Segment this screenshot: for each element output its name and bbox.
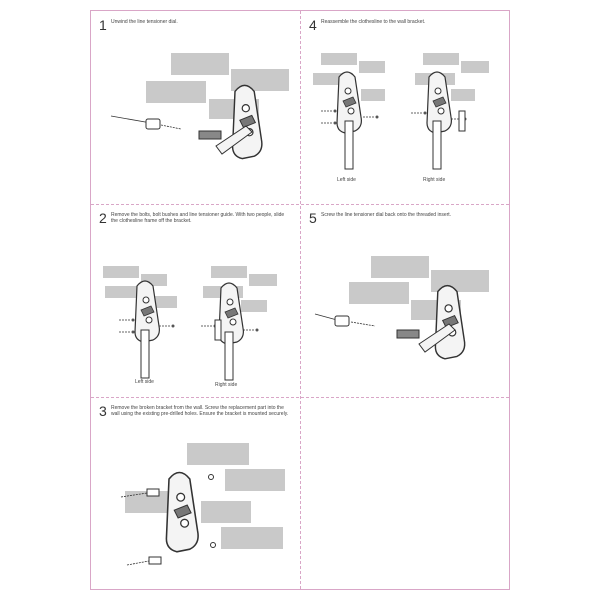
tensioner-dial <box>335 316 349 326</box>
step-5-illustration <box>301 234 511 394</box>
step-1-text: Unwind the line tensioner dial. <box>111 19 178 25</box>
tensioner-guide <box>459 111 465 131</box>
bolt-left-1 <box>321 110 337 113</box>
step-2-number: 2 <box>99 210 107 226</box>
instruction-sheet <box>90 10 510 590</box>
wall-bracket <box>435 286 464 359</box>
wall-bricks <box>349 256 489 320</box>
right-side-label: Right side <box>423 177 446 183</box>
bolt-left-2 <box>321 122 337 125</box>
replacement-bracket <box>166 473 198 552</box>
step-4-number: 4 <box>309 17 317 33</box>
left-side-label: Left side <box>135 379 154 385</box>
bolt-right-2 <box>243 329 259 332</box>
step-3-panel <box>91 397 301 590</box>
bolt-left-3 <box>363 116 379 119</box>
bolt-right-1 <box>201 325 217 328</box>
step-3-text: Remove the broken bracket from the wall. Screw the replacement part into the wall using the existing pre-drilled holes. Ensure the bracket is mounted securely. <box>111 405 289 417</box>
step-5-text: Screw the line tensioner dial back onto the threaded insert. <box>321 212 452 218</box>
threaded-insert <box>199 131 221 139</box>
frame-post-left <box>345 121 353 169</box>
step-2-illustration <box>91 234 301 394</box>
step-1-panel <box>91 11 301 204</box>
drill-hole-top <box>209 475 214 480</box>
wall-bricks-right <box>415 53 489 101</box>
left-side-label: Left side <box>337 177 356 183</box>
step-4-text: Reassemble the clothesline to the wall bracket. <box>321 19 426 25</box>
clothes-line <box>315 314 337 320</box>
bolt-right-1 <box>411 112 427 115</box>
step-3-illustration <box>91 427 301 587</box>
step-4-panel <box>301 11 511 204</box>
threaded-insert <box>397 330 419 338</box>
frame-post-right <box>433 121 441 169</box>
tensioner-guide <box>215 320 221 340</box>
step-3-number: 3 <box>99 403 107 419</box>
step-5-panel <box>301 204 511 397</box>
step-1-number: 1 <box>99 17 107 33</box>
bolt-left-3 <box>159 325 175 328</box>
bolt-left-2 <box>119 331 135 334</box>
step-5-number: 5 <box>309 210 317 226</box>
clothes-line <box>111 116 151 123</box>
screw-bottom <box>127 557 161 565</box>
step-2-text: Remove the bolts, bolt bushes and line tensioner guide. With two people, slide the clothesline frame off the bracket. <box>111 212 285 224</box>
step-1-illustration <box>91 41 301 201</box>
bolt-left-1 <box>119 319 135 322</box>
tensioner-dial <box>146 119 160 129</box>
step-4-illustration <box>301 41 511 201</box>
empty-panel <box>301 397 511 590</box>
drill-hole-bottom <box>211 543 216 548</box>
right-side-label: Right side <box>215 382 238 388</box>
frame-post-left <box>141 330 149 378</box>
wall-bricks <box>146 53 289 119</box>
step-2-panel <box>91 204 301 397</box>
frame-post-right <box>225 332 233 380</box>
wall-bracket <box>233 85 262 158</box>
